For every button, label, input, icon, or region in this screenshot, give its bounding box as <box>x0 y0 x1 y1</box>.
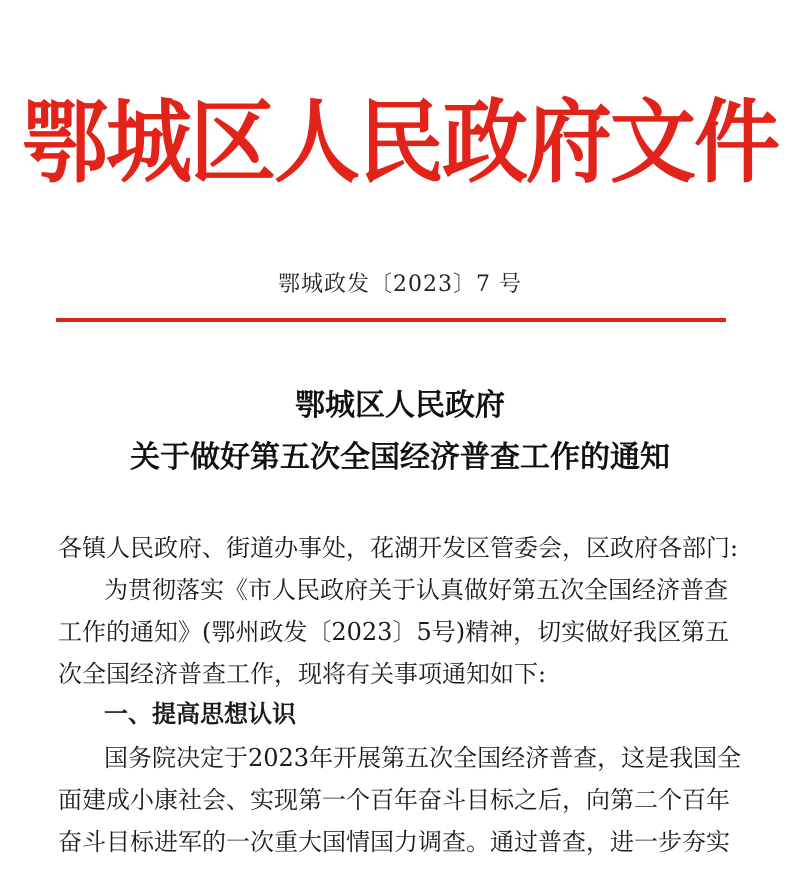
paragraph-2-line-1: 国务院决定于2023年开展第五次全国经济普查，这是我国全 <box>104 744 742 772</box>
paragraph-1-line-1: 为贯彻落实《市人民政府关于认真做好第五次全国经济普查 <box>104 576 728 604</box>
addressee-line: 各镇人民政府、街道办事处，花湖开发区管委会，区政府各部门: <box>58 534 739 562</box>
paragraph-1-line-3: 次全国经济普查工作，现将有关事项通知如下: <box>58 660 547 688</box>
paragraph-2-line-2: 面建成小康社会、实现第一个百年奋斗目标之后，向第二个百年 <box>58 786 730 814</box>
section-1-heading: 一、提高思想认识 <box>104 700 296 728</box>
notice-title-line-2: 关于做好第五次全国经济普查工作的通知 <box>130 440 670 475</box>
red-divider-line <box>56 318 726 322</box>
document-number: 鄂城政发〔2023〕7 号 <box>278 272 522 297</box>
paragraph-2-line-3: 奋斗目标进军的一次重大国情国力调查。通过普查，进一步夯实 <box>58 828 730 856</box>
notice-title-line-1: 鄂城区人民政府 <box>295 388 505 423</box>
paragraph-1-line-2: 工作的通知》(鄂州政发〔2023〕5号)精神，切实做好我区第五 <box>58 618 730 646</box>
masthead-title: 鄂城区人民政府文件 <box>22 89 778 196</box>
